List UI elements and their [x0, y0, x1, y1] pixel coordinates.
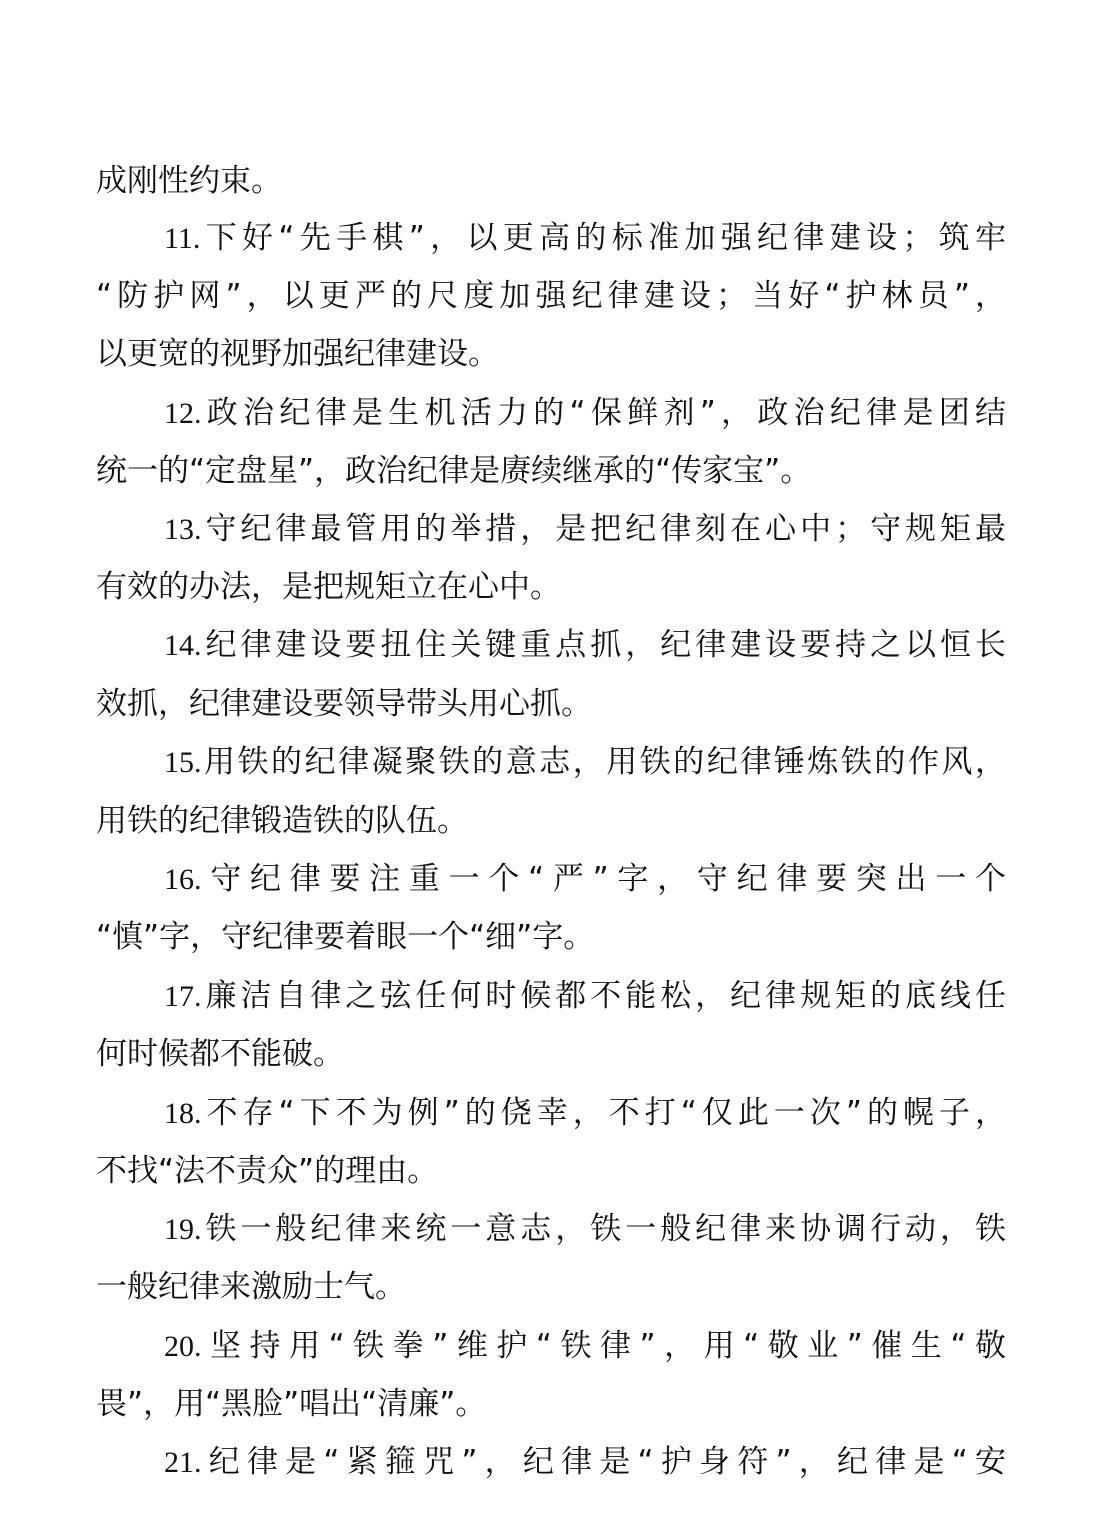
- list-item-18-line: [164, 1084, 1006, 1142]
- item-number: 12.: [164, 397, 202, 430]
- text-line: “防护网”，以更严的尺度加强纪律建设；当好“护林员”，: [96, 278, 1006, 314]
- list-item-13-line: [164, 500, 1006, 558]
- item-text: 政治纪律是生机活力的“保鲜剂”，政治纪律是团结: [201, 395, 1006, 431]
- list-item-12-line: [164, 384, 1006, 442]
- item-text: 坚持用“铁拳”维护“铁律”，用“敬业”催生“敬: [201, 1328, 1006, 1364]
- item-text: 用铁的纪律凝聚铁的意志，用铁的纪律锤炼铁的作风，: [201, 744, 1006, 780]
- item-number: 13.: [164, 513, 202, 546]
- item-number: 18.: [164, 1097, 202, 1130]
- item-number: 14.: [164, 629, 202, 662]
- text-line: 一般纪律来激励士气。: [96, 1269, 406, 1305]
- item-text: 下好“先手棋”，以更高的标准加强纪律建设；筑牢: [200, 220, 1006, 256]
- item-number: 16.: [164, 863, 202, 896]
- text-line: 以更宽的视野加强纪律建设。: [96, 336, 499, 372]
- text-line: 畏”，用“黑脸”唱出“清廉”。: [96, 1386, 487, 1422]
- item-number: 15.: [164, 746, 202, 779]
- list-item-20-line: [164, 1317, 1006, 1375]
- item-text: 纪律建设要扭住关键重点抓，纪律建设要持之以恒长: [201, 627, 1006, 663]
- item-text: 纪律是“紧箍咒”，纪律是“护身符”，纪律是“安: [201, 1444, 1006, 1480]
- item-number: 11.: [164, 222, 201, 255]
- item-number: 21.: [164, 1446, 202, 1479]
- list-item-11-line: [164, 209, 1006, 267]
- list-item-16-line: [164, 850, 1006, 908]
- item-text: 廉洁自律之弦任何时候都不能松，纪律规矩的底线任: [201, 978, 1006, 1014]
- item-number: 20.: [164, 1330, 202, 1363]
- item-number: 17.: [164, 980, 202, 1013]
- text-line: 用铁的纪律锻造铁的队伍。: [96, 803, 468, 839]
- text-line: 有效的办法，是把规矩立在心中。: [96, 569, 561, 605]
- item-number: 19.: [164, 1213, 202, 1246]
- text-line: 何时候都不能破。: [96, 1036, 344, 1072]
- text-line: 成刚性约束。: [96, 163, 282, 199]
- text-line: 不找“法不责众”的理由。: [96, 1153, 439, 1189]
- item-text: 守纪律最管用的举措，是把纪律刻在心中；守规矩最: [201, 511, 1006, 547]
- list-item-17-line: [164, 967, 1006, 1025]
- list-item-19-line: [164, 1200, 1006, 1258]
- text-line: 效抓，纪律建设要领导带头用心抓。: [96, 686, 592, 722]
- list-item-15-line: [164, 733, 1006, 791]
- text-line: “慎”字，守纪律要着眼一个“细”字。: [96, 919, 595, 955]
- item-text: 铁一般纪律来统一意志，铁一般纪律来协调行动，铁: [201, 1211, 1006, 1247]
- item-text: 守纪律要注重一个“严”字，守纪律要突出一个: [201, 861, 1006, 897]
- text-line: 统一的“定盘星”，政治纪律是赓续继承的“传家宝”。: [96, 453, 812, 489]
- item-text: 不存“下不为例”的侥幸，不打“仅此一次”的幌子，: [201, 1095, 1006, 1131]
- list-item-21-line: [164, 1433, 1006, 1491]
- list-item-14-line: [164, 616, 1006, 674]
